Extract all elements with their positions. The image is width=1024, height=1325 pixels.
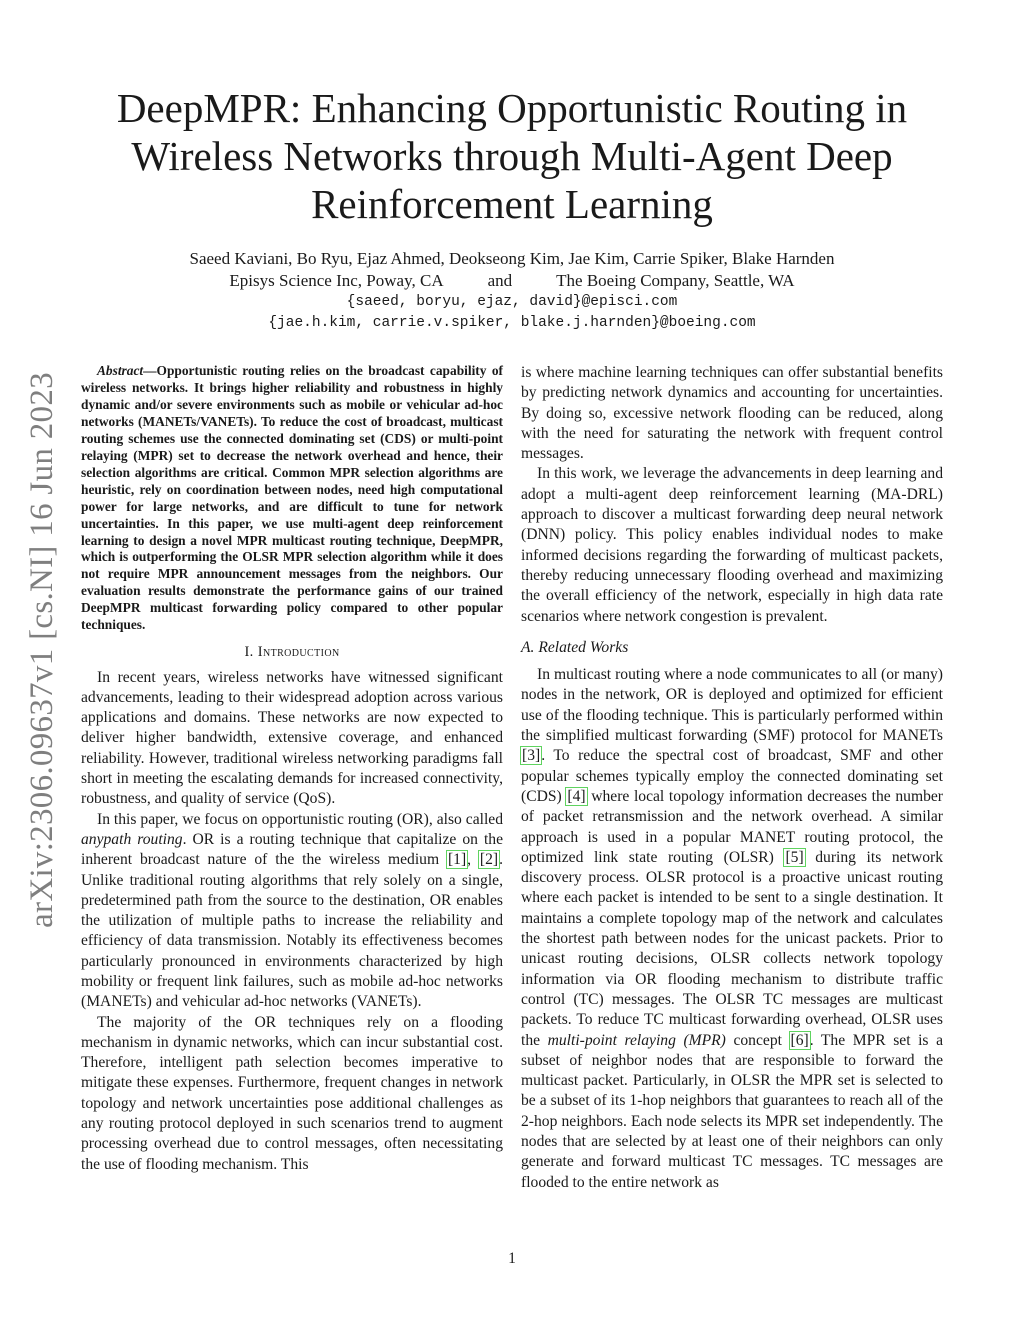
intro-paragraph-4: In this work, we leverage the advancements in deep learning and adopt a multi-agent deep reinforcement learning (MA-DRL) approach to discover a multicast forwarding deep neural network (DNN) policy. This policy enables individual nodes to make informed decisions regarding the forwarding of multicast packets, thereby reducing unnecessary flooding overhead and maximizing the overall efficiency of the network, especially in high data rate scenarios where network congestion is prevalent.: [521, 465, 943, 625]
affiliation-and: and: [487, 271, 513, 290]
intro-paragraph-3-continued: is where machine learning techniques can offer substantial benefits by predicting network dynamics and accounting for uncertainties. By doing so, excessive network flooding can be reduced, along with the need for saturating the network with frequent control messages.: [521, 364, 943, 463]
text-span: during its network discovery process. OLSR protocol is a proactive unicast routing where each packet is intended to be sent to a single destination. It maintains a complete topology map of the network and calculates the shortest path between nodes for the unicast packets. Prior to unicast routing decisions, OLSR collects network topology information via OR flooding mechanism to distribute traffic control (TC) messages. The OLSR TC messages are multicast packets. To reduce TC multicast forwarding overhead, OLSR uses the: [521, 848, 943, 1049]
text-span: concept: [725, 1031, 790, 1049]
abstract: [81, 363, 503, 634]
citation-link-1[interactable]: [1]: [447, 851, 467, 869]
right-column: [521, 363, 943, 1193]
text-span: ,: [467, 851, 479, 869]
emphasis-mpr: multi-point relaying (MPR): [547, 1031, 726, 1049]
subsection-heading-related-works: A. Related Works: [521, 638, 629, 656]
text-span: where local topology information decreases the number of packet retransmission and the network overhead. A similar approach is used in a popular MANET routing protocol, the optimized link state routing (OLSR): [521, 787, 943, 866]
citation-link-2[interactable]: [2]: [479, 851, 499, 869]
text-span: . OR is a routing technique that capitalize on the inherent broadcast nature of the the wireless medium: [81, 830, 503, 869]
title-line: DeepMPR: Enhancing Opportunistic Routing in: [116, 85, 908, 131]
text-span: . To reduce the spectral cost of broadcast, SMF and other popular schemes typically employ the connected dominating set (CDS): [521, 747, 943, 805]
related-works-paragraph: [521, 665, 943, 1193]
text-span: In this paper, we focus on opportunistic routing (OR), also called: [97, 810, 503, 828]
text-span: . The MPR set is a subset of neighbor nodes that are responsible to forward the multicast packet. Particularly, in OLSR the MPR set is selected to be a subset of its 1-hop neighbors that guarantees to reach all of the 2-hop neighbors. Each node selects its MPR set independently. The nodes that are selected by at least one of their neighbors can only generate and forward multicast TC messages. TC messages are flooded to the entire network as: [521, 1031, 943, 1191]
title-line: Reinforcement Learning: [311, 181, 713, 227]
abstract-text: —Opportunistic routing relies on the broadcast capability of wireless networks. It brings higher reliability and robustness in highly dynamic and/or severe environments such as mobile or vehicular ad-hoc networks (MANETs/VANETs). To reduce the cost of broadcast, multicast routing schemes use the connected dominating set (CDS) or multi-point relaying (MPR) set to decrease the network overhead and hence, their selection algorithms are critical. Common MPR selection algorithms are heuristic, rely on coordination between nodes, need high computational power for large networks, and are difficult to tune for network uncertainties. In this paper, we use multi-agent deep reinforcement learning to design a novel MPR multicast routing technique, DeepMPR, which is outperforming the OLSR MPR selection algorithm while it does not require MPR announcement messages from the neighbors. Our evaluation results demonstrate the performance gains of our trained DeepMPR multicast forwarding policy compared to other popular techniques.: [81, 363, 503, 633]
left-column: [81, 363, 503, 1175]
arxiv-identifier[interactable]: arXiv:2306.09637v1 [cs.NI] 16 Jun 2023: [24, 372, 60, 928]
page-number: 1: [508, 1250, 516, 1267]
section-heading-introduction: I. Introduction: [244, 644, 340, 661]
citation-link-5[interactable]: [5]: [785, 848, 804, 866]
intro-paragraph-1: In recent years, wireless networks have witnessed significant advancements, leading to their widespread adoption across various applications and domains. These networks are now expected to deliver higher bandwidth, extensive coverage, and enhanced reliability. However, traditional wireless networking paradigms fall short in meeting the escalating demands for increased connectivity, robustness, and quality of service (QoS).: [81, 668, 503, 808]
abstract-label: Abstract: [97, 363, 144, 378]
intro-paragraph-3: The majority of the OR techniques rely on a flooding mechanism in dynamic networks, which can incur substantial cost. Therefore, intelligent path selection becomes imperative to mitigate these expenses. Furthermore, frequent changes in network topology and network uncertainties pose additional challenges as any routing protocol deployed in such scenarios trend to augment processing overhead due to control messages, often necessitating the use of flooding mechanism. This: [81, 1013, 503, 1173]
author-names: Saeed Kaviani, Bo Ryu, Ejaz Ahmed, Deokseong Kim, Jae Kim, Carrie Spiker, Blake Harnden: [189, 249, 835, 268]
affiliation-episys: Episys Science Inc, Poway, CA: [229, 271, 444, 290]
affiliation-boeing: The Boeing Company, Seattle, WA: [556, 271, 795, 290]
citation-link-3[interactable]: [3]: [522, 747, 541, 765]
citation-link-6[interactable]: [6]: [790, 1031, 809, 1049]
affiliations: [100, 270, 924, 292]
email-boeing: {jae.h.kim, carrie.v.spiker, blake.j.harnden}@boeing.com: [268, 315, 756, 331]
paper-title: [100, 84, 924, 228]
author-block: [100, 248, 924, 334]
email-episci: {saeed, boryu, ejaz, david}@episci.com: [346, 294, 678, 310]
text-span: . Unlike traditional routing algorithms that rely solely on a single, predetermined path from the source to the destination, OR enables the utilization of multiple paths to increase the reliability and efficiency of data transmission. Notably its effectiveness becomes particularly pronounced in environments characterized by high mobility or frequent link failures, such as mobile ad-hoc networks (MANETs) and vehicular ad-hoc networks (VANETs).: [81, 851, 503, 1011]
text-span: In multicast routing where a node communicates to all (or many) nodes in the network, OR is deployed and optimized for efficient use of the flooding technique. This is particularly performed within the simplified multicast forwarding (SMF) protocol for MANETs: [521, 666, 943, 745]
citation-link-4[interactable]: [4]: [567, 787, 586, 805]
intro-paragraph-2: [81, 810, 503, 1013]
title-line: Wireless Networks through Multi-Agent Deep: [131, 133, 893, 179]
emphasis-anypath: anypath routing: [81, 830, 183, 848]
